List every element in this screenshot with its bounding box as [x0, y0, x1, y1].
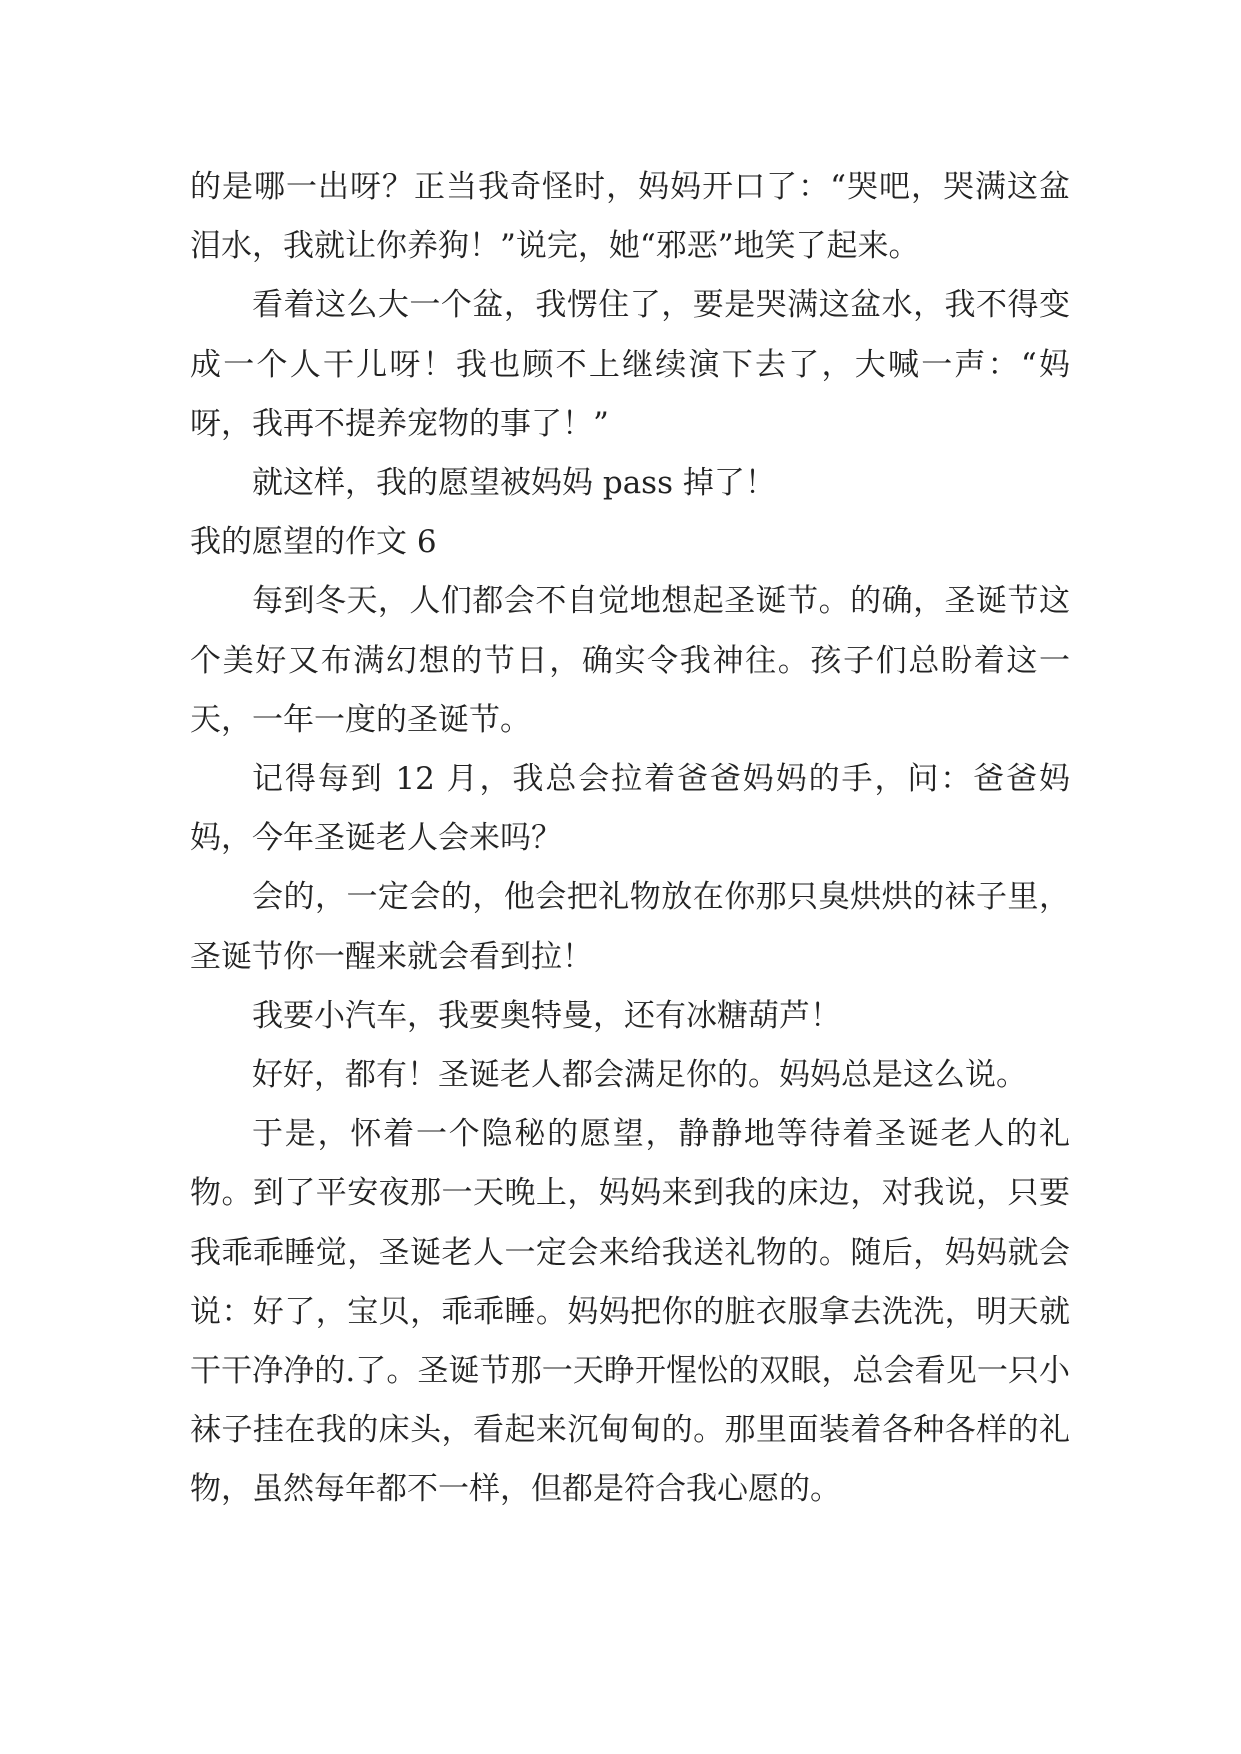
paragraph: 我要小汽车，我要奥特曼，还有冰糖葫芦！ [252, 997, 841, 1034]
paragraph: 会的，一定会的，他会把礼物放在你那只臭烘烘的袜子里，圣诞节你一醒来就会看到拉！ [190, 879, 1070, 975]
paragraph: 每到冬天，人们都会不自觉地想起圣诞节。的确，圣诞节这个美好又布满幻想的节日，确实令我神往。孩子们总盼着这一天，一年一度的圣诞节。 [190, 583, 1070, 738]
section-heading: 我的愿望的作文 6 [190, 524, 437, 561]
document-body [190, 158, 1070, 1520]
paragraph: 好好，都有！圣诞老人都会满足你的。妈妈总是这么说。 [252, 1057, 1027, 1094]
paragraph: 的是哪一出呀？正当我奇怪时，妈妈开口了：“哭吧，哭满这盆泪水，我就让你养狗！”说完，她“邪恶”地笑了起来。 [190, 169, 1070, 265]
paragraph: 就这样，我的愿望被妈妈 pass 掉了！ [252, 465, 776, 502]
paragraph: 记得每到 12 月，我总会拉着爸爸妈妈的手，问：爸爸妈妈，今年圣诞老人会来吗？ [190, 761, 1070, 857]
paragraph: 于是，怀着一个隐秘的愿望，静静地等待着圣诞老人的礼物。到了平安夜那一天晚上，妈妈来到我的床边，对我说，只要我乖乖睡觉，圣诞老人一定会来给我送礼物的。随后，妈妈就会说：好了，宝贝，乖乖睡。妈妈把你的脏衣服拿去洗洗，明天就干干净净的.了。圣诞节那一天睁开惺忪的双眼，总会看见一只小袜子挂在我的床头，看起来沉甸甸的。那里面装着各种各样的礼物，虽然每年都不一样，但都是符合我心愿的。 [190, 1116, 1070, 1508]
paragraph: 看着这么大一个盆，我愣住了，要是哭满这盆水，我不得变成一个人干儿呀！我也顾不上继续演下去了，大喊一声：“妈呀，我再不提养宠物的事了！” [190, 287, 1070, 442]
